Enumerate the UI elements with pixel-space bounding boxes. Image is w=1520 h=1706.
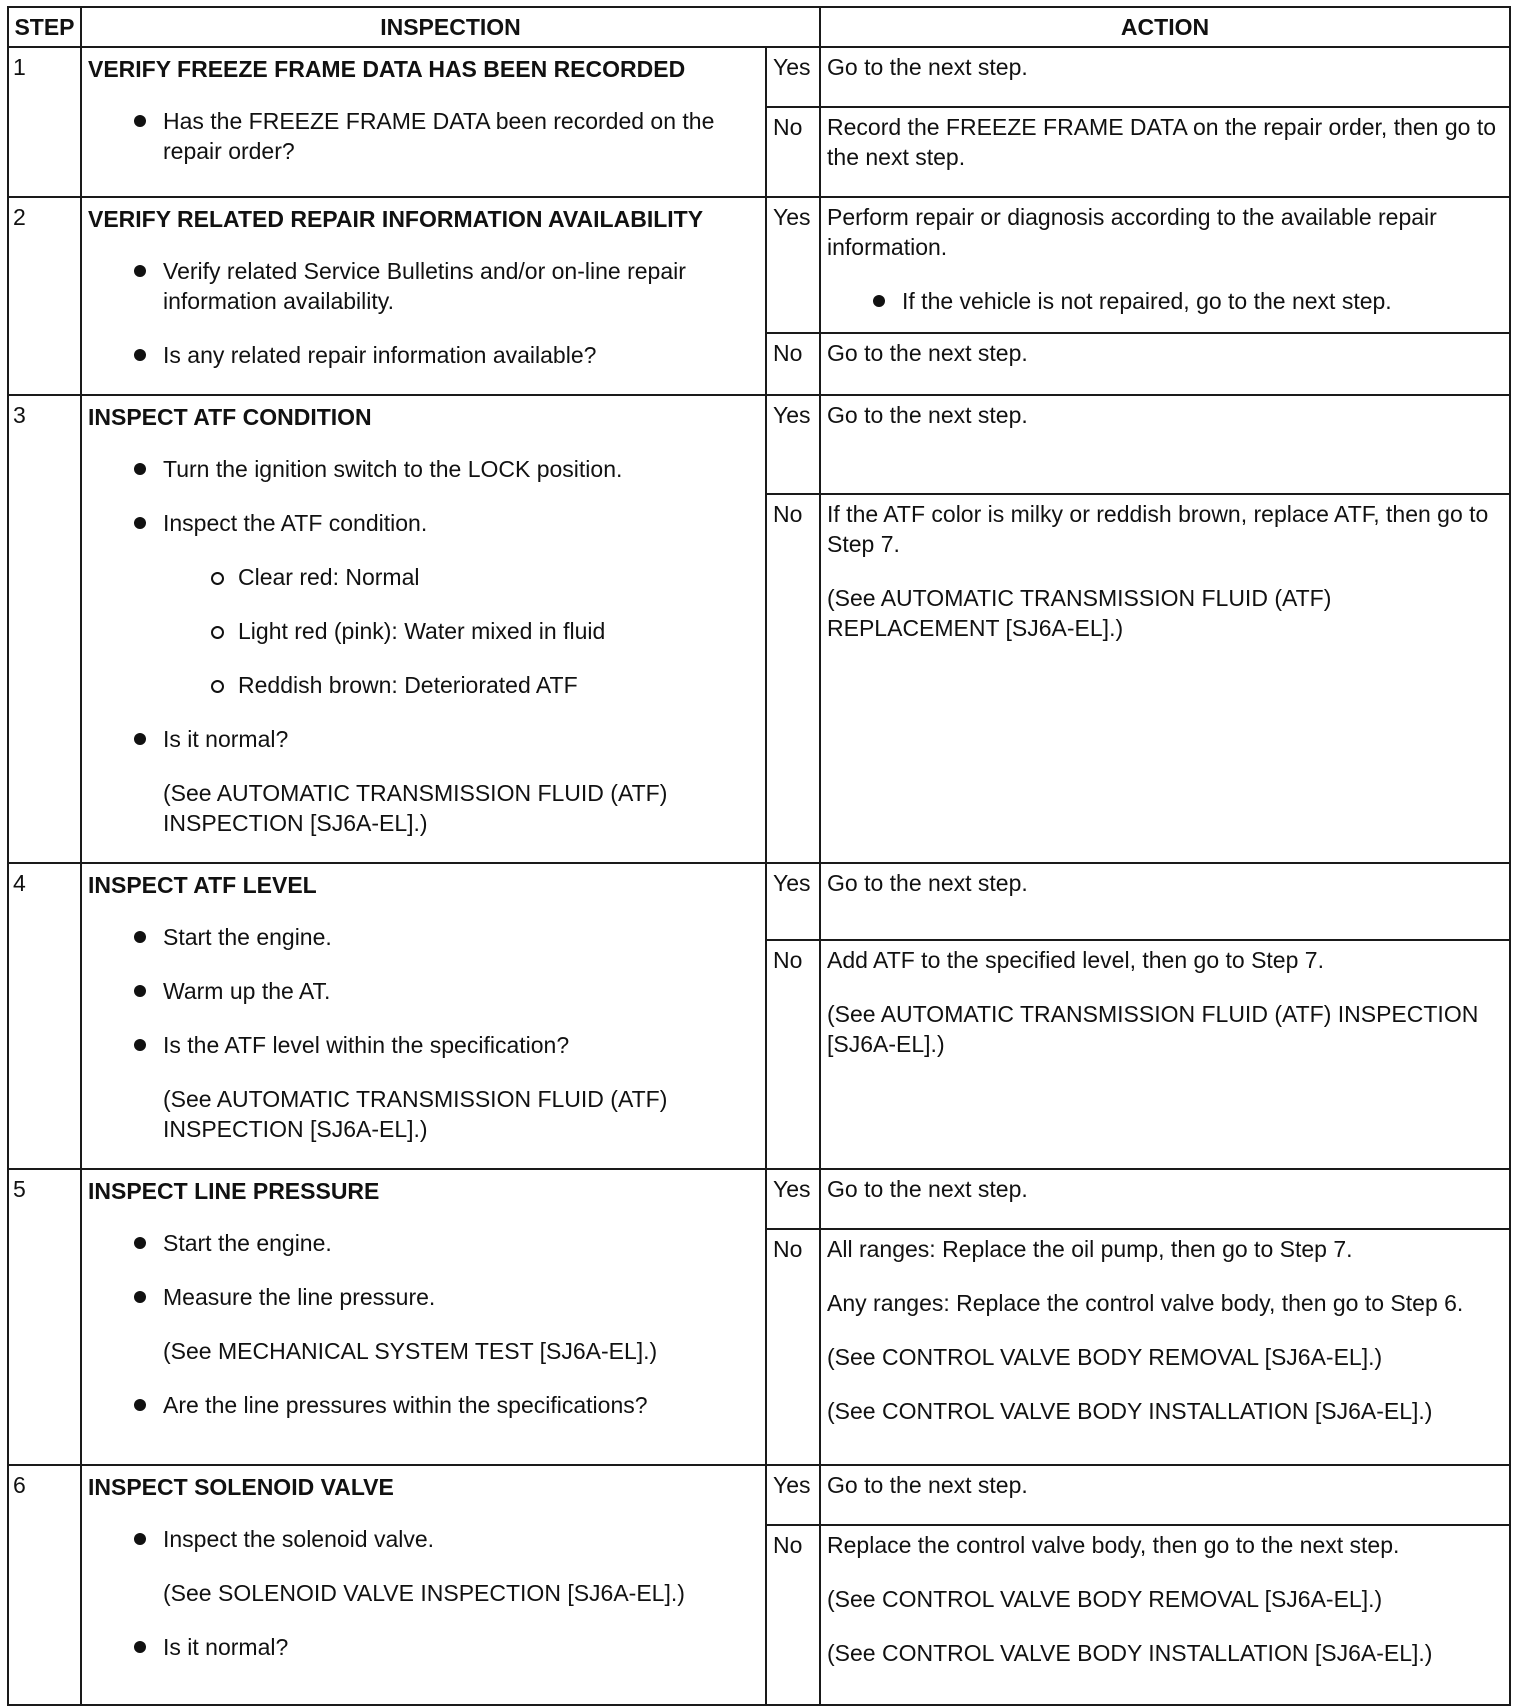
action-reference: (See CONTROL VALVE BODY REMOVAL [SJ6A-EL].): [827, 1344, 1383, 1370]
step-title: INSPECT SOLENOID VALVE: [88, 1474, 394, 1500]
action-bullet: If the vehicle is not repaired, go to the next step.: [827, 286, 1505, 316]
step-3-inspection: [81, 395, 766, 863]
step-5-yes-action: [820, 1169, 1510, 1229]
step-5-yes-row: [8, 1169, 1510, 1229]
step-6-no-action: [820, 1525, 1510, 1705]
step-3-no-action: [820, 494, 1510, 863]
action-reference: (See AUTOMATIC TRANSMISSION FLUID (ATF) INSPECTION [SJ6A-EL].): [827, 1001, 1479, 1058]
yes-label: Yes: [766, 197, 820, 333]
yes-label: Yes: [766, 47, 820, 107]
step-4-yes-action: [820, 863, 1510, 940]
action-text: Go to the next step.: [827, 402, 1028, 428]
no-label: No: [766, 107, 820, 197]
step-title: VERIFY FREEZE FRAME DATA HAS BEEN RECORDED: [88, 56, 686, 82]
sub-bullet-item: Light red (pink): Water mixed in fluid: [88, 616, 761, 646]
action-text: Go to the next step.: [827, 340, 1028, 367]
bullet-item: Inspect the solenoid valve.: [88, 1524, 761, 1554]
action-text: Replace the control valve body, then go to the next step.: [827, 1532, 1400, 1558]
action-text: If the ATF color is milky or reddish brown, replace ATF, then go to Step 7.: [827, 501, 1489, 558]
yes-label: Yes: [766, 395, 820, 494]
action-text: Go to the next step.: [827, 1176, 1028, 1202]
step-number: 4: [8, 863, 81, 1169]
reference-note: (See AUTOMATIC TRANSMISSION FLUID (ATF) INSPECTION [SJ6A-EL].): [163, 780, 668, 836]
action-text: All ranges: Replace the oil pump, then go to Step 7.: [827, 1236, 1353, 1262]
step-title: INSPECT LINE PRESSURE: [88, 1178, 380, 1204]
step-2-inspection: [81, 197, 766, 395]
step-2-no-action: [820, 333, 1510, 395]
bullet-item: Has the FREEZE FRAME DATA been recorded on the repair order?: [88, 106, 761, 166]
step-4-yes-row: [8, 863, 1510, 940]
step-1-no-action: [820, 107, 1510, 197]
step-2-yes-row: [8, 197, 1510, 333]
bullet-item: Is the ATF level within the specification?: [88, 1030, 761, 1060]
step-4-inspection: [81, 863, 766, 1169]
step-1-yes-action: [820, 47, 1510, 107]
step-6-yes-action: [820, 1465, 1510, 1525]
sub-bullet-item: Reddish brown: Deteriorated ATF: [88, 670, 761, 700]
action-text: Record the FREEZE FRAME DATA on the repair order, then go to the next step.: [827, 114, 1497, 170]
reference-note: (See MECHANICAL SYSTEM TEST [SJ6A-EL].): [163, 1338, 658, 1364]
bullet-item: Start the engine.: [88, 1228, 761, 1258]
reference-note: (See SOLENOID VALVE INSPECTION [SJ6A-EL].): [163, 1580, 685, 1606]
step-3-yes-action: [820, 395, 1510, 494]
bullet-item: Start the engine.: [88, 922, 761, 952]
step-title: INSPECT ATF LEVEL: [88, 872, 317, 898]
action-text: Add ATF to the specified level, then go to Step 7.: [827, 947, 1324, 974]
step-3-yes-row: [8, 395, 1510, 494]
step-title: VERIFY RELATED REPAIR INFORMATION AVAILABILITY: [88, 206, 704, 232]
action-reference: (See CONTROL VALVE BODY INSTALLATION [SJ6A-EL].): [827, 1640, 1433, 1666]
header-inspection: INSPECTION: [81, 7, 820, 47]
bullet-item: Turn the ignition switch to the LOCK position.: [88, 454, 761, 484]
sub-bullet-item: Clear red: Normal: [88, 562, 761, 592]
yes-label: Yes: [766, 1465, 820, 1525]
step-4-no-action: [820, 940, 1510, 1169]
action-reference: (See CONTROL VALVE BODY REMOVAL [SJ6A-EL].): [827, 1586, 1383, 1612]
action-text: Go to the next step.: [827, 870, 1028, 896]
bullet-item: Measure the line pressure.: [88, 1282, 761, 1312]
reference-note: (See AUTOMATIC TRANSMISSION FLUID (ATF) INSPECTION [SJ6A-EL].): [163, 1086, 668, 1142]
step-number: 1: [8, 47, 81, 197]
step-number: 3: [8, 395, 81, 863]
step-number: 5: [8, 1169, 81, 1465]
bullet-item: Is any related repair information available?: [88, 340, 761, 370]
step-2-yes-action: [820, 197, 1510, 333]
yes-label: Yes: [766, 1169, 820, 1229]
yes-label: Yes: [766, 863, 820, 940]
action-reference: (See AUTOMATIC TRANSMISSION FLUID (ATF) REPLACEMENT [SJ6A-EL].): [827, 585, 1332, 642]
header-action: ACTION: [820, 7, 1510, 47]
diagnostic-table: [7, 6, 1511, 1706]
action-text: Go to the next step.: [827, 1472, 1028, 1498]
action-text: Perform repair or diagnosis according to the available repair information.: [827, 204, 1437, 260]
no-label: No: [766, 940, 820, 1169]
step-5-no-action: [820, 1229, 1510, 1465]
action-text: Go to the next step.: [827, 54, 1028, 80]
no-label: No: [766, 494, 820, 863]
step-title: INSPECT ATF CONDITION: [88, 404, 372, 430]
step-1-inspection: [81, 47, 766, 197]
step-number: 2: [8, 197, 81, 395]
bullet-item: Is it normal?: [88, 1632, 761, 1662]
step-number: 6: [8, 1465, 81, 1705]
bullet-item: Verify related Service Bulletins and/or on-line repair information availability.: [88, 256, 761, 316]
no-label: No: [766, 1525, 820, 1705]
bullet-item: Are the line pressures within the specifications?: [88, 1390, 761, 1420]
step-6-inspection: [81, 1465, 766, 1705]
step-6-yes-row: [8, 1465, 1510, 1525]
step-1-yes-row: [8, 47, 1510, 107]
action-reference: (See CONTROL VALVE BODY INSTALLATION [SJ6A-EL].): [827, 1398, 1433, 1424]
bullet-item: Warm up the AT.: [88, 976, 761, 1006]
bullet-item: Inspect the ATF condition.: [88, 508, 761, 538]
no-label: No: [766, 1229, 820, 1465]
action-text: Any ranges: Replace the control valve body, then go to Step 6.: [827, 1290, 1464, 1316]
header-step: STEP: [8, 7, 81, 47]
step-5-inspection: [81, 1169, 766, 1465]
header-row: [8, 7, 1510, 47]
bullet-item: Is it normal?: [88, 724, 761, 754]
no-label: No: [766, 333, 820, 395]
